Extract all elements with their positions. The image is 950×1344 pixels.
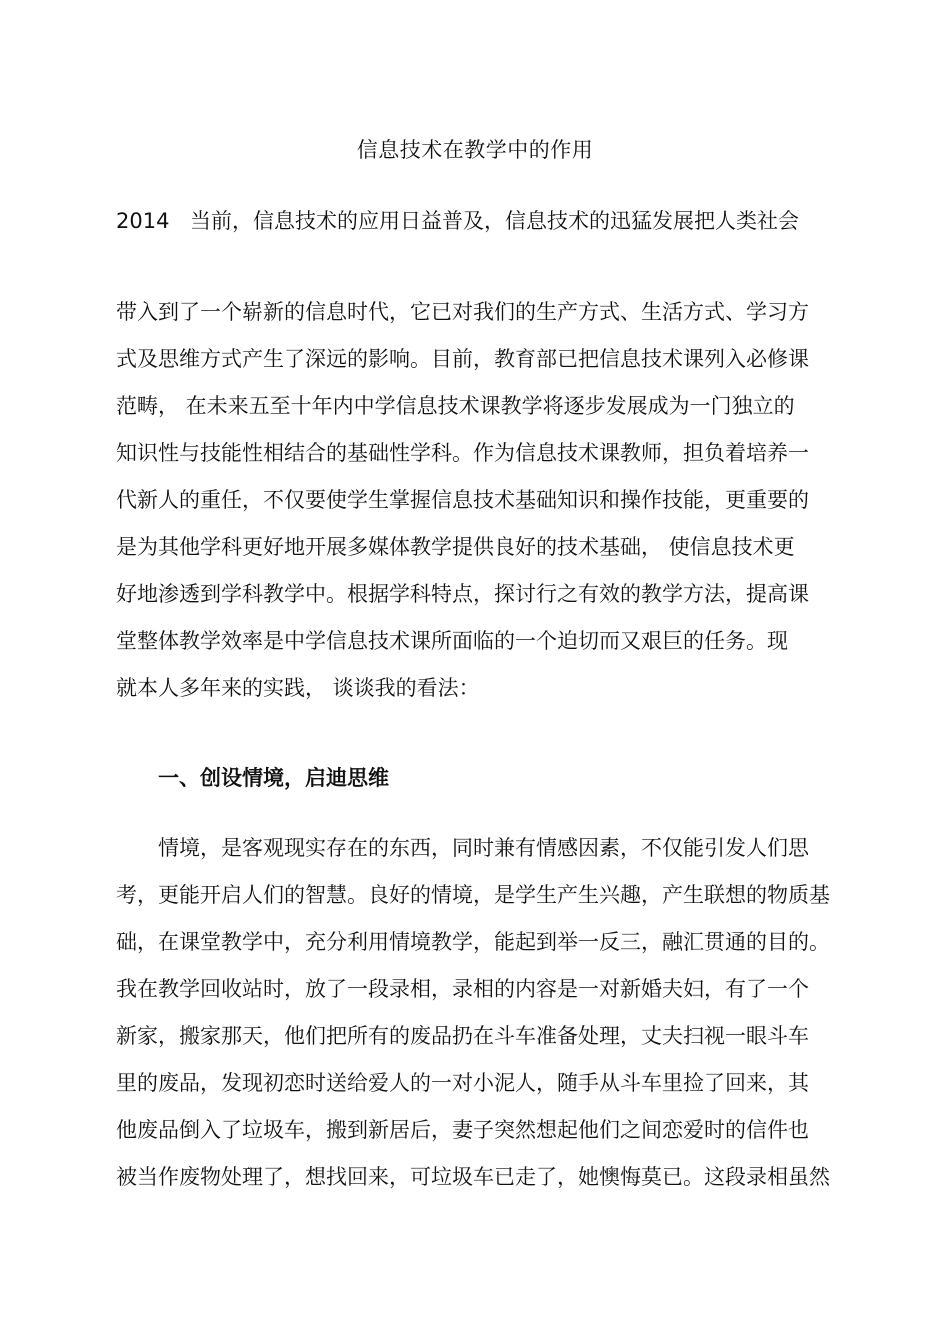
intro-line: 式及思维方式产生了深远的影响。目前，教育部已把信息技术课列入必修课 — [116, 347, 809, 371]
intro-line: 好地渗透到学科教学中。根据学科特点，探讨行之有效的教学方法，提高课 — [116, 582, 809, 606]
section-line: 他废品倒入了垃圾车，搬到新居后，妻子突然想起他们之间恋爱时的信件也 — [116, 1118, 809, 1142]
section-line: 我在教学回收站时，放了一段录相，录相的内容是一对新婚夫妇，有了一个 — [116, 977, 809, 1001]
section-line: 情境，是客观现实存在的东西，同时兼有情感因素，不仅能引发人们思 — [158, 836, 809, 860]
section-heading: 一、创设情境，启迪思维 — [158, 766, 389, 790]
intro-first-line-text: 当前，信息技术的应用日益普及，信息技术的迅猛发展把人类社会 — [190, 209, 799, 233]
intro-line: 范畴， 在未来五至十年内中学信息技术课教学将逐步发展成为一门独立的 — [116, 394, 795, 418]
document-title: 信息技术在教学中的作用 — [356, 138, 594, 162]
intro-line: 知识性与技能性相结合的基础性学科。作为信息技术课教师，担负着培养一 — [116, 441, 809, 465]
section-line: 被当作废物处理了，想找回来，可垃圾车已走了，她懊悔莫已。这段录相虽然 — [116, 1165, 830, 1189]
section-line: 里的废品，发现初恋时送给爱人的一对小泥人，随手从斗车里捡了回来，其 — [116, 1071, 809, 1095]
intro-line: 就本人多年来的实践， 谈谈我的看法： — [116, 676, 480, 700]
intro-line: 代新人的重任，不仅要使学生掌握信息技术基础知识和操作技能，更重要的 — [116, 488, 809, 512]
section-line: 新家，搬家那天，他们把所有的废品扔在斗车准备处理，丈夫扫视一眼斗车 — [116, 1024, 809, 1048]
intro-line: 堂整体教学效率是中学信息技术课所面临的一个迫切而又艰巨的任务。现 — [116, 629, 788, 653]
section-line: 础，在课堂教学中，充分利用情境教学，能起到举一反三，融汇贯通的目的。 — [116, 930, 830, 954]
intro-year: 2014 — [116, 209, 170, 233]
intro-line: 是为其他学科更好地开展多媒体教学提供良好的技术基础， 使信息技术更 — [116, 535, 795, 559]
section-line: 考，更能开启人们的智慧。良好的情境，是学生产生兴趣，产生联想的物质基 — [116, 883, 830, 907]
intro-line: 带入到了一个崭新的信息时代，它已对我们的生产方式、生活方式、学习方 — [116, 300, 809, 324]
intro-first-line — [116, 207, 836, 235]
